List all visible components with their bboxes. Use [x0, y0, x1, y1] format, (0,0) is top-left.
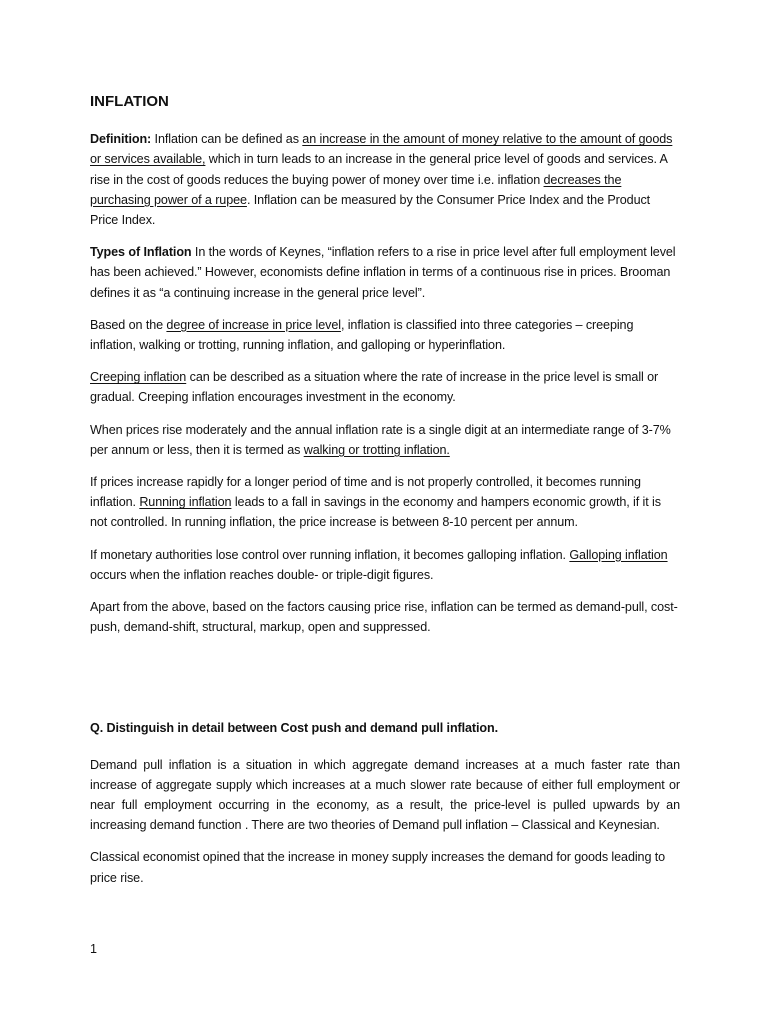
definition-paragraph	[90, 129, 680, 230]
running-text-1: If prices increase rapidly for a longer period of time and is not properly controlled, it becomes running inflation.	[90, 475, 641, 510]
document-body	[90, 92, 680, 900]
walking-text: When prices rise moderately and the annual inflation rate is a single digit at an intermediate range of 3-7% per annum or less, then it is termed as	[90, 422, 671, 457]
galloping-text-2: occurs when the inflation reaches double- or triple-digit figures.	[90, 567, 434, 582]
question-heading: Q. Distinguish in detail between Cost push and demand pull inflation.	[90, 721, 499, 736]
galloping-paragraph	[90, 545, 680, 585]
types-lead: Types of Inflation	[90, 245, 192, 260]
classical-paragraph: Classical economist opined that the increase in money supply increases the demand for goods leading to price rise.	[90, 850, 666, 885]
degree-paragraph	[90, 315, 680, 355]
walking-paragraph	[90, 420, 680, 460]
definition-underline-2: decreases the purchasing power of a rupee	[90, 172, 622, 207]
definition-text-2: which in turn leads to an increase in the general price level of goods and services. A rise in the cost of goods reduces the buying power of money over time i.e. inflation	[90, 152, 668, 187]
apart-paragraph: Apart from the above, based on the factors causing price rise, inflation can be termed as demand-pull, cost-push, demand-shift, structural, markup, open and suppressed.	[90, 600, 678, 635]
section-spacer	[90, 649, 680, 718]
degree-text-2: , inflation is classified into three categories – creeping inflation, walking or trotting, running inflation, and galloping or hyperinflation.	[90, 317, 634, 353]
types-text: In the words of Keynes, “inflation refers to a rise in price level after full employment level has been achieved.” However, economists define inflation in terms of a continuous rise in prices. Brooman defines it as “a continuing increase in the general price level”.	[90, 245, 676, 300]
walking-underline: walking or trotting inflation.	[303, 442, 450, 457]
document-title: INFLATION	[90, 93, 169, 110]
definition-text-3: . Inflation can be measured by the Consumer Price Index and the Product Price Index.	[90, 192, 651, 228]
creeping-paragraph	[90, 367, 680, 407]
degree-underline: degree of increase in price level	[166, 317, 341, 332]
running-text-2: leads to a fall in savings in the economy and hampers economic growth, if it is not controlled. In running inflation, the price increase is between 8-10 percent per annum.	[90, 495, 661, 530]
degree-text-1: Based on the	[90, 317, 167, 332]
running-underline: Running inflation	[139, 495, 232, 510]
definition-lead: Definition:	[90, 132, 152, 147]
definition-underline-1: an increase in the amount of money relative to the amount of goods or services available,	[90, 132, 673, 167]
running-paragraph	[90, 472, 680, 533]
galloping-underline: Galloping inflation	[569, 547, 668, 562]
creeping-underline: Creeping inflation	[90, 370, 187, 385]
types-paragraph	[90, 242, 680, 303]
definition-text-1: Inflation can be defined as	[151, 132, 303, 147]
creeping-text: can be described as a situation where the rate of increase in the price level is small or gradual. Creeping inflation encourages investment in the economy.	[90, 370, 659, 405]
page-number: 1	[90, 942, 98, 956]
demand-pull-paragraph: Demand pull inflation is a situation in which aggregate demand increases at a much faster rate than increase of aggregate supply which increases at a much slower rate because of either full employment or near full employment occurring in the economy, as a result, the price-level is pulled upwards by an increasing demand function . There are two theories of Demand pull inflation – Classical and Keynesian.	[90, 757, 680, 833]
galloping-text-1: If monetary authorities lose control over running inflation, it becomes galloping inflation.	[90, 547, 570, 562]
